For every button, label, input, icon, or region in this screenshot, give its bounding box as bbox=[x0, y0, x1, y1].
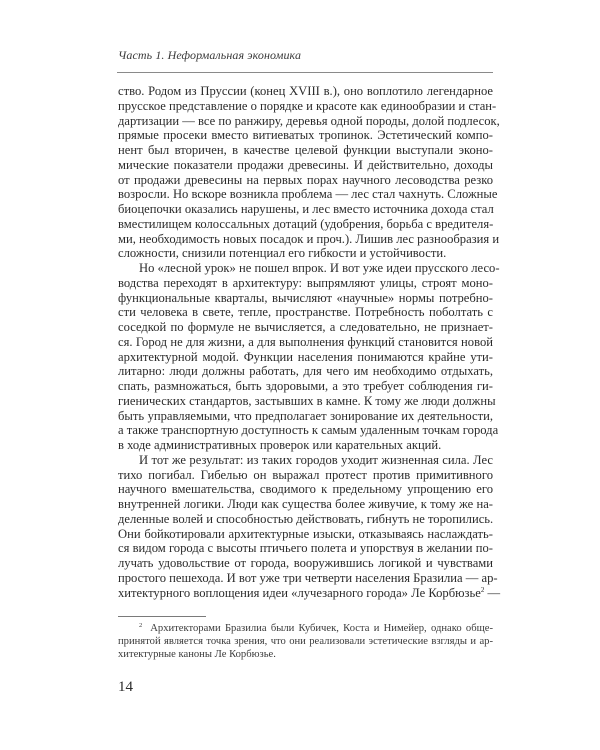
text-line: биоцепочки оказались нарушены, и лес вместо источника дохода стал bbox=[118, 202, 494, 216]
body-text bbox=[118, 84, 501, 600]
text-line: прусское представление о порядке и красоте как единообразии и стан- bbox=[118, 98, 497, 113]
text-line: в ходе административных проверок или карательных акций. bbox=[118, 438, 442, 452]
header-rule bbox=[117, 72, 493, 73]
text-line: нент был вторичен, в качестве целевой функции выступали эконо- bbox=[118, 143, 493, 157]
text-line: сложности, снизили потенциал его гибкости и устойчивости. bbox=[118, 246, 447, 261]
running-head: Часть 1. Неформальная экономика bbox=[118, 48, 302, 62]
text-line: соседкой по формуле не вычисляется, а следовательно, не признает- bbox=[118, 320, 493, 334]
text-line: прямые просеки вместо витиеватых тропинок. Эстетический компо- bbox=[118, 128, 493, 143]
footnote-line-content: Архитекторами Бразилиа были Кубичек, Коста и Нимейер, однако обще- bbox=[150, 623, 493, 634]
text-line: от продажи древесины на первых порах научного лесоводства резко bbox=[118, 172, 493, 187]
text-line: деленные волей и способностью действовать, гибнуть не торопились. bbox=[118, 511, 494, 526]
text-line: быть управляемыми, что предполагает зонирование их деятельности, bbox=[118, 408, 493, 423]
text-line: простого пешехода. И вот уже три четверти населения Бразилиа — ар- bbox=[118, 570, 498, 585]
text-line: функциональные кварталы, вычисляют «научные» нормы потребно- bbox=[118, 290, 493, 305]
text-line: водства переходят в архитектуру: выпрямляют улицы, строят моно- bbox=[118, 275, 493, 290]
paragraph-start-line: И тот же результат: из таких городов уходит жизненная сила. Лес bbox=[139, 452, 493, 467]
text-line: ся. Город не для жизни, а для выполнения функций становится новой bbox=[118, 334, 493, 349]
text-line: Они бойкотировали архитектурные изыски, отказываясь наслаждать- bbox=[118, 526, 493, 541]
text-line: сти человека в свете, тепле, пространстве. Потребность поболтать с bbox=[118, 305, 493, 320]
text-line: гиенических стандартов, застывших в камне. К тому же люди должны bbox=[118, 393, 496, 408]
text-line-tail: — bbox=[484, 585, 501, 600]
text-line: мические показатели продажи древесины. И действительно, доходы bbox=[118, 157, 493, 172]
text-line-content: хитектурного воплощения идеи «лучезарного города» Ле Корбюзье bbox=[118, 585, 481, 600]
text-line: научного вмешательства, сводимого к предельному упрощению его bbox=[118, 482, 493, 497]
footnote-reference[interactable]: 2 bbox=[480, 585, 485, 594]
text-line: дартизации — все по ранжиру, деревья одной породы, долой подлесок, bbox=[118, 113, 500, 128]
text-line: литарно: люди должны работать, для чего им необходимо отдыхать, bbox=[118, 364, 493, 379]
text-line: лучать удовольствие от города, вооружившись логикой и чувствами bbox=[118, 556, 493, 570]
text-line: тихо погибал. Гибелью он выражал протест против примитивного bbox=[118, 467, 493, 482]
text-line: ся видом города с высоты птичьего полета и упорствуя в желании по- bbox=[118, 541, 493, 556]
footnote bbox=[118, 622, 493, 661]
text-line: внутренней логики. Люди как существа более живучие, к тому же на- bbox=[118, 497, 493, 511]
footnote-line: принятой является точка зрения, что они реализовали эстетические взгляды и ар- bbox=[118, 636, 493, 647]
footnote-line bbox=[118, 622, 493, 635]
text-line: ми, необходимость новых посадок и проч.). Лишив лес разнообразия и bbox=[118, 231, 500, 246]
footnote-line: хитектурные каноны Ле Корбюзье. bbox=[118, 649, 276, 660]
text-line: вместилищем колоссальных дотаций (удобрения, борьба с вредителя- bbox=[118, 216, 494, 231]
paragraph-start-line: Но «лесной урок» не пошел впрок. И вот уже идеи прусского лесо- bbox=[139, 261, 500, 275]
page-number: 14 bbox=[118, 679, 133, 695]
text-line-with-footnote bbox=[118, 585, 501, 601]
text-line: архитектурной модой. Функции населения понимаются крайне ути- bbox=[118, 349, 493, 364]
text-line: возросли. Но вскоре возникла проблема — лес стал чахнуть. Сложные bbox=[118, 187, 498, 202]
text-line: спать, размножаться, быть здоровыми, а это требует соблюдения ги- bbox=[118, 379, 493, 393]
footnote-marker: 2 bbox=[139, 622, 143, 629]
text-line: ство. Родом из Пруссии (конец XVIII в.), оно воплотило легендарное bbox=[118, 84, 493, 98]
footnote-rule bbox=[118, 616, 206, 617]
text-line: а также транспортную доступность к самым удаленным точкам города bbox=[118, 423, 499, 438]
